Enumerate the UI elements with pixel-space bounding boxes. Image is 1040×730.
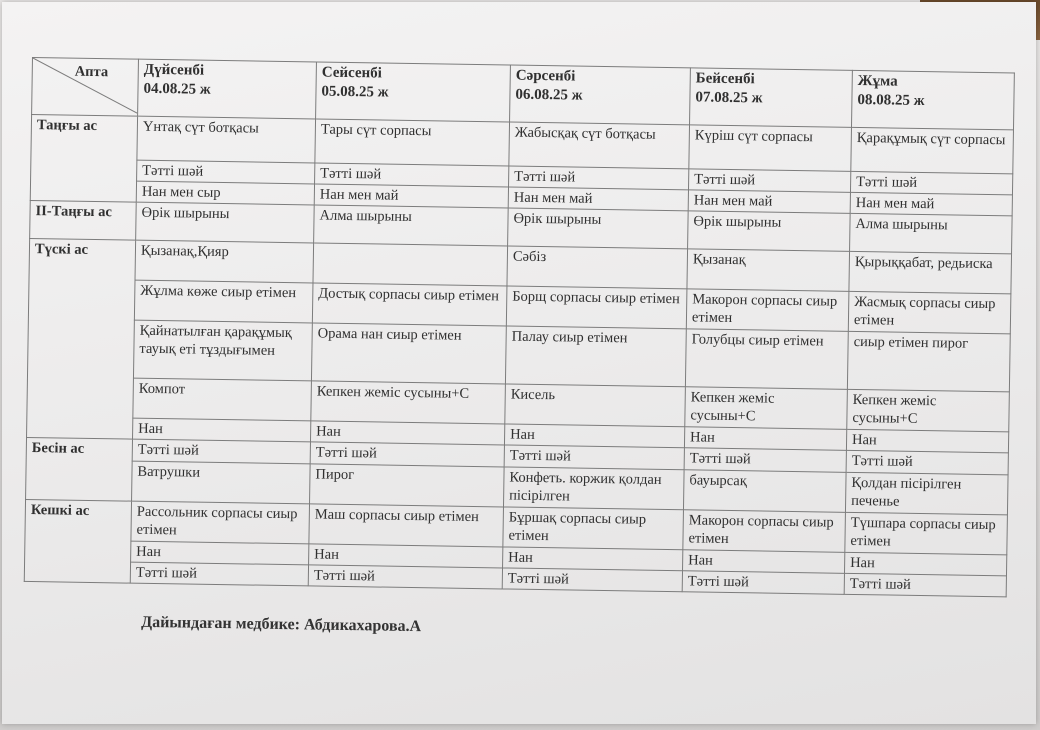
menu-cell: Нан — [503, 547, 683, 571]
menu-sheet — [2, 2, 1036, 724]
menu-cell: Қызанақ,Қияр — [135, 240, 314, 283]
menu-cell: Нан — [133, 418, 311, 442]
menu-cell: Тәтті шәй — [682, 571, 844, 595]
menu-cell: Өрік шырыны — [508, 208, 689, 249]
menu-cell: Орама нан сиыр етімен — [311, 323, 506, 384]
menu-cell: Тәтті шәй — [846, 450, 1008, 475]
menu-cell: Нан — [131, 541, 309, 565]
menu-cell: Ватрушки — [132, 461, 311, 504]
menu-cell: Кепкен жеміс сусыны+С — [847, 389, 1010, 432]
menu-cell: Жұлма көже сиыр етімен — [134, 280, 313, 323]
menu-cell: Конфеть. коржик қолдан пісірілген — [503, 467, 684, 510]
menu-cell: Үнтақ сүт ботқасы — [137, 116, 316, 163]
menu-cell: Алма шырыны — [314, 205, 509, 246]
menu-cell: Тәтті шәй — [315, 163, 509, 187]
menu-cell: Компот — [133, 378, 312, 421]
menu-cell: Қызанақ — [687, 249, 850, 292]
menu-cell: Кепкен жеміс сусыны+С — [685, 387, 848, 430]
menu-cell: Нан мен май — [688, 190, 850, 214]
menu-cell: бауырсақ — [683, 470, 846, 513]
menu-cell: Жабысқақ сүт ботқасы — [509, 122, 690, 169]
menu-cell: Тәтті шәй — [502, 568, 682, 592]
menu-cell — [313, 243, 508, 286]
menu-cell: Өрік шырыны — [136, 202, 315, 243]
meal-label-lunch: Түскі ас — [27, 238, 136, 439]
week-label: Апта — [74, 63, 109, 81]
menu-table-wrapper — [24, 57, 1015, 636]
menu-cell: Нан — [309, 544, 503, 568]
day-header-monday: Дүйсенбі 04.08.25 ж — [138, 59, 317, 119]
nurse-signature-line: Дайындаған медбике: Абдикахарова.А — [141, 613, 422, 636]
meal-label-breakfast: Таңғы ас — [30, 115, 137, 203]
menu-cell: Тәтті шәй — [688, 169, 850, 193]
menu-cell: Тәтті шәй — [130, 562, 308, 586]
menu-cell: Нан — [310, 421, 504, 445]
menu-cell: Тәтті шәй — [137, 160, 315, 184]
meal-label-snack: Бесін ас — [26, 437, 133, 501]
menu-cell: Нан — [844, 552, 1006, 576]
day-header-tuesday: Сейсенбі 05.08.25 ж — [316, 62, 511, 122]
menu-cell: Қарақұмық сүт сорпасы — [851, 127, 1014, 174]
day-header-friday: Жұма 08.08.25 ж — [851, 70, 1014, 130]
menu-cell: Кисель — [505, 384, 686, 427]
weekly-menu-table — [24, 57, 1015, 597]
menu-cell: Жасмық сорпасы сиыр етімен — [848, 291, 1011, 334]
menu-cell: Тәтті шәй — [684, 448, 846, 473]
menu-cell: Нан мен май — [850, 192, 1012, 216]
menu-cell: Нан мен сыр — [136, 181, 314, 205]
menu-cell: Бұршақ сорпасы сиыр етімен — [503, 507, 684, 550]
menu-cell: сиыр етімен пирог — [847, 331, 1010, 392]
menu-cell: Борщ сорпасы сиыр етімен — [506, 286, 687, 329]
menu-cell: Тары сүт сорпасы — [315, 119, 510, 166]
menu-cell: Макорон сорпасы сиыр етімен — [686, 289, 849, 332]
menu-cell: Тәтті шәй — [850, 171, 1012, 195]
menu-cell: Палау сиыр етімен — [505, 326, 686, 387]
menu-cell: Маш сорпасы сиыр етімен — [309, 504, 504, 547]
menu-cell: Рассольник сорпасы сиыр етімен — [131, 501, 310, 544]
menu-cell: Өрік шырыны — [688, 211, 851, 252]
menu-cell: Қайнатылған қарақұмық тауық еті тұздығымен — [133, 320, 312, 381]
menu-cell: Алма шырыны — [850, 213, 1013, 254]
menu-cell: Тәтті шәй — [308, 565, 502, 589]
menu-cell: Нан — [846, 429, 1008, 453]
menu-cell: Макорон сорпасы сиыр етімен — [683, 510, 846, 553]
menu-cell: Нан — [684, 427, 846, 451]
corner-cell — [32, 58, 139, 117]
menu-cell: Нан — [683, 550, 845, 574]
menu-cell: Нан — [504, 424, 684, 448]
day-header-thursday: Бейсенбі 07.08.25 ж — [690, 68, 853, 128]
menu-cell: Тәтті шәй — [509, 166, 689, 190]
menu-cell: Достық сорпасы сиыр етімен — [312, 283, 507, 326]
menu-cell: Кепкен жеміс сусыны+С — [311, 381, 506, 424]
menu-cell: Түшпара сорпасы сиыр етімен — [845, 512, 1008, 555]
meal-label-dinner: Кешкі ас — [24, 499, 131, 583]
meal-label-second-breakfast: ІІ-Таңғы ас — [30, 200, 137, 240]
day-header-wednesday: Сәрсенбі 06.08.25 ж — [510, 65, 691, 125]
menu-cell: Тәтті шәй — [132, 439, 310, 464]
menu-cell: Нан мен май — [314, 184, 508, 208]
menu-cell: Қолдан пісірілген печенье — [845, 472, 1008, 515]
menu-cell: Тәтті шәй — [504, 445, 684, 470]
menu-cell: Тәтті шәй — [844, 573, 1006, 597]
menu-cell: Пирог — [310, 464, 505, 507]
menu-cell: Голубцы сиыр етімен — [685, 329, 848, 390]
menu-cell: Сәбіз — [507, 246, 688, 289]
menu-cell: Нан мен май — [508, 187, 688, 211]
menu-cell: Қырыққабат, редьиска — [849, 251, 1012, 294]
menu-cell: Тәтті шәй — [310, 442, 504, 467]
menu-cell: Күріш сүт сорпасы — [689, 125, 852, 172]
